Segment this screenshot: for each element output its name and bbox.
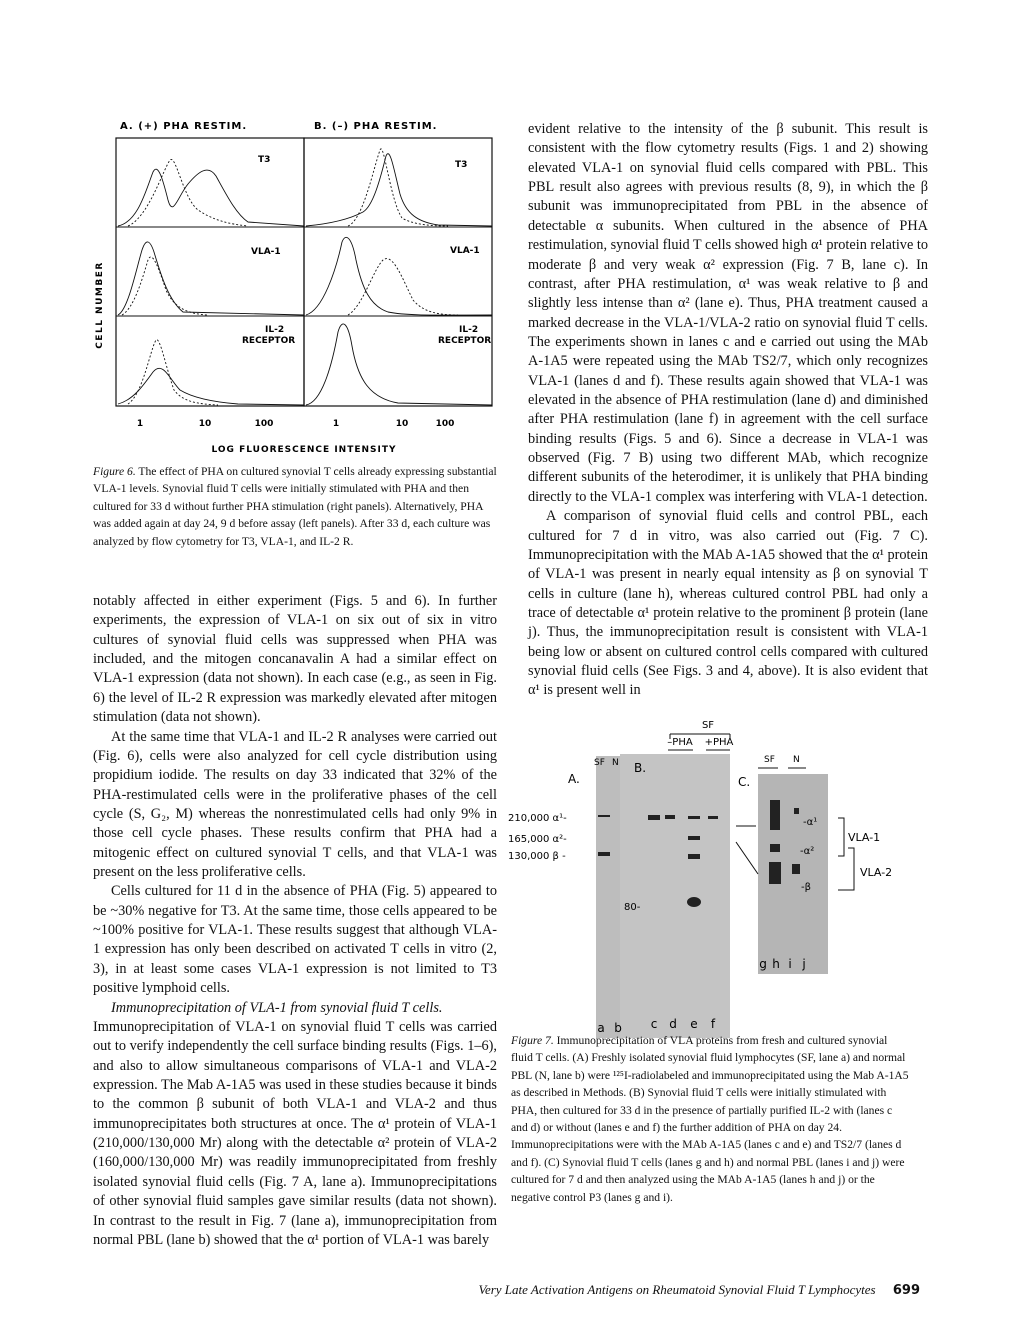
figure-6-caption bbox=[93, 463, 498, 550]
panel-b-label: B. (–) PHA RESTIM. bbox=[314, 121, 438, 132]
vla2-bracket bbox=[838, 848, 854, 890]
minus-pha-label: –PHA bbox=[667, 737, 693, 748]
panel-a-label: A. (+) PHA RESTIM. bbox=[120, 121, 248, 132]
histogram-il2-a-dashed bbox=[128, 340, 218, 405]
page-footer bbox=[420, 1282, 920, 1298]
running-title: Very Late Activation Antigens on Rheumatoid Synovial Fluid T Lymphocytes bbox=[478, 1282, 876, 1297]
gel-b bbox=[620, 754, 730, 1038]
right-paragraph-2: A comparison of synovial fluid cells and control PBL, each cultured for 7 d in vitro, was also carried out (Fig. 7 C). Immunoprecipitation with the MAb A-1A5 showed that the α¹ protein of VLA-1 was present in nearly equal intensity as β on synovial T cells in culture (lane h), whereas cultured control PBL had only a trace of detectable α¹ protein relative to the prominent β protein (lane j). Thus, the immunoprecipitation result is consistent with VLA-1 being low or absent on cultured control cells compared with cultured synovial fluid cells (See Figs. 3 and 4, above). It is also evident that α¹ is present well in bbox=[528, 508, 928, 699]
band-lane-a-beta bbox=[598, 852, 610, 856]
lane-c: c bbox=[650, 1017, 658, 1031]
section-heading-immunoprecipitation: Immunoprecipitation of VLA-1 from synovial fluid T cells. bbox=[111, 999, 443, 1016]
band-lane-e-80 bbox=[687, 897, 701, 907]
band-label-alpha1: -α¹ bbox=[803, 817, 818, 828]
band-lane-d-alpha1 bbox=[665, 815, 675, 819]
figure-7-caption-text: Immunoprecipitation of VLA proteins from fresh and cultured synovial fluid T cells. (A) Freshly isolated synovial fluid lymphocytes (SF, lane a) and normal PBL (N, lane b) were ¹²⁵I-radiolabeled and immunoprecipitated using the Mab A-1A5 as described in Methods. (B) Synovial fluid T cells were initially stimulated with PHA, then cultured for 33 d in the presence of partially purified IL-2 with (lanes c and d) or without (lanes e and f) the further addition of PHA on day 24. Immunoprecipitations were with the MAb A-1A5 (lanes c and e) and TS2/7 (lanes d and f). (C) Synovial fluid T cells (lanes g and h) and normal PBL (lanes i and j) were cultured for 7 d and then analyzed using the MAb A-1A5 (lanes h and j) or the negative control P3 (lanes g and i). bbox=[511, 1034, 909, 1204]
band-lane-a-alpha1 bbox=[598, 815, 610, 817]
tick-a-100: 100 bbox=[254, 419, 274, 429]
lane-g: g bbox=[759, 957, 767, 971]
panel-b-label-fig7: B. bbox=[634, 761, 647, 775]
right-column bbox=[528, 120, 928, 701]
band-lane-c-alpha1 bbox=[648, 815, 660, 820]
row-label-t3-b: T3 bbox=[455, 160, 468, 170]
band-lane-j-alpha1 bbox=[794, 808, 799, 814]
tick-b-1: 1 bbox=[332, 419, 340, 429]
page-number: 699 bbox=[892, 1283, 920, 1298]
band-label-beta: -β bbox=[801, 882, 811, 893]
lane-b: b bbox=[614, 1021, 622, 1035]
left-paragraph-2: At the same time that VLA-1 and IL-2 R analyses were carried out (Fig. 6), cells were also analyzed for cell cycle distribution using propidium iodide. The results on day 33 indicated that 32% of the PHA-restimulated cells were in the proliferative phases of the cell cycle (S, G₂, M) whereas the nonrestimulated cells had only 9% in those cell cycle phases. These results confirm that PHA had a mitogenic effect on cultured synovial T cells, and that VLA-1 was present on the less proliferative cells. bbox=[93, 728, 497, 881]
row-label-vla1-a: VLA-1 bbox=[251, 247, 281, 257]
sf-header: SF bbox=[701, 720, 715, 731]
band-lane-h-alpha1 bbox=[770, 800, 780, 830]
lane-i: i bbox=[788, 957, 792, 971]
mw-80: 80- bbox=[624, 902, 641, 913]
sf-c-label: SF bbox=[764, 755, 775, 765]
row-label-t3-a: T3 bbox=[258, 155, 271, 165]
figure-7-gel bbox=[508, 714, 908, 1050]
histogram-il2-a bbox=[118, 368, 304, 405]
band-label-alpha2: -α² bbox=[800, 846, 815, 857]
plus-pha-label: +PHA bbox=[704, 737, 734, 748]
left-paragraph-1: notably affected in either experiment (Figs. 5 and 6). In further experiments, the expression of VLA-1 on six out of six in vitro cultures of synovial fluid cells was suppressed when PHA was included, and the mitogen concanavalin A had a similar effect on VLA-1 expression (data not shown). In each case (e.g., as seen in Fig. 6) the level of IL-2 R expression was markedly elevated after mitogen stimulation (data not shown). bbox=[93, 593, 497, 726]
row-label-receptor-a: RECEPTOR bbox=[242, 336, 296, 346]
band-lane-e-beta bbox=[688, 854, 700, 859]
lane-d: d bbox=[669, 1017, 677, 1031]
sf-a-label: SF bbox=[594, 758, 605, 768]
band-lane-e-alpha1 bbox=[688, 816, 700, 819]
band-lane-e-alpha2 bbox=[688, 836, 700, 840]
tick-b-100: 100 bbox=[435, 419, 455, 429]
x-axis-label: LOG FLUORESCENCE INTENSITY bbox=[211, 445, 397, 455]
histogram-vla1-b-dashed bbox=[348, 259, 458, 315]
lane-e: e bbox=[690, 1017, 698, 1031]
mw-165000: 165,000 α²- bbox=[508, 834, 567, 845]
vla1-bracket bbox=[838, 818, 844, 856]
panel-a-label-fig7: A. bbox=[568, 772, 580, 786]
lane-j: j bbox=[802, 957, 806, 971]
panel-b-frame bbox=[304, 138, 492, 406]
figure-6-caption-label: Figure 6. bbox=[93, 465, 136, 478]
n-a-label: N bbox=[612, 758, 619, 768]
band-lane-f-alpha1 bbox=[708, 816, 718, 819]
vla1-label: VLA-1 bbox=[848, 831, 881, 844]
lane-h: h bbox=[772, 957, 780, 971]
n-c-label: N bbox=[793, 755, 800, 765]
tick-a-1: 1 bbox=[136, 419, 144, 429]
right-paragraph-1: evident relative to the intensity of the β subunit. This result is consistent with the flow cytometry results (Figs. 1 and 2) showing elevated VLA-1 on synovial fluid cells compared with PBL. This PBL result also agrees with previous results (8, 9), in which the β subunit was immunoprecipitated from PBL in the absence of detectable α subunits. When cultured in the absence of PHA restimulation, synovial fluid T cells showed high α¹ protein relative to moderate β and very weak α² expression (Fig. 7 B, lane c). In contrast, after PHA restimulation, α¹ was weak relative to β and slightly less intense than α² (lane e). Thus, PHA treatment caused a marked decrease in the VLA-1/VLA-2 ratio on synovial fluid T cells. The experiments shown in lanes c and e carried out using the MAb A-1A5 were repeated using the MAb TS2/7, which only recognizes VLA-1 (lanes d and f). These results again showed that VLA-1 was elevated in the absence of PHA restimulation (lane d) and diminished after PHA restimulation (lane f) in agreement with the cell surface binding results (Figs. 5 and 6). Since a decrease in VLA-1 was observed (Fig. 7 B) using two different MAb, which recognize different subunits of the heterodimer, it is unlikely that PHA binding directly to the VLA-1 complex was interfering with VLA-1 detection. bbox=[528, 121, 928, 505]
figure-7-caption-label: Figure 7. bbox=[511, 1034, 554, 1047]
figure-6-caption-text: The effect of PHA on cultured synovial T cells already expressing substantial VLA-1 levels. Synovial fluid T cells were initially stimulated with PHA and then cultured for 33 d without further PHA stimulation (right panels). Alternatively, PHA was added again at day 24, 9 d before assay (left panels). After 33 d, each culture was analyzed by flow cytometry for T3, VLA-1, and IL-2 R. bbox=[93, 465, 497, 548]
panel-c-label-fig7: C. bbox=[738, 775, 751, 789]
band-lane-h-beta bbox=[769, 862, 781, 884]
lane-a: a bbox=[597, 1021, 605, 1035]
left-column bbox=[93, 592, 497, 1250]
row-label-il2-b: IL-2 bbox=[459, 325, 479, 335]
row-label-il2-a: IL-2 bbox=[265, 325, 285, 335]
figure-7-caption bbox=[511, 1032, 911, 1206]
tick-a-10: 10 bbox=[198, 419, 212, 429]
y-axis-label bbox=[95, 261, 105, 349]
row-label-receptor-b: RECEPTOR bbox=[438, 336, 492, 346]
histogram-vla1-a-dashed bbox=[122, 257, 208, 315]
band-lane-h-alpha2 bbox=[770, 844, 780, 852]
mw-130000: 130,000 β - bbox=[508, 851, 566, 862]
row-label-vla1-b: VLA-1 bbox=[450, 246, 480, 256]
lane-f: f bbox=[710, 1017, 716, 1031]
left-paragraph-3: Cells cultured for 11 d in the absence of PHA (Fig. 5) appeared to be ~30% negative for T3. At the same time, those cells appeared to be ~100% positive for VLA-1. These results suggest that although VLA-1 expression has only been described on activated T cells in vitro (2, 3), in at least some cases VLA-1 expression is not limited to T3 positive lymphoid cells. bbox=[93, 883, 497, 997]
band-lane-j-beta bbox=[792, 864, 800, 874]
vla2-label: VLA-2 bbox=[860, 866, 893, 879]
svg-text:CELL NUMBER: CELL NUMBER bbox=[95, 261, 105, 349]
histogram-t3-a-dashed bbox=[128, 159, 248, 226]
left-paragraph-4: Immunoprecipitation of VLA-1 on synovial fluid T cells was carried out to verify independently the cell surface binding results (Figs. 1–6), and also to allow simultaneous comparisons of VLA-1 and VLA-2 expression. The Mab A-1A5 was used in these studies because it binds to the common β subunit of both VLA-1 and VLA-2 and thus immunoprecipitates both structures at once. The α¹ protein of VLA-1 (210,000/130,000 Mr) along with the detectable α² protein of VLA-2 (160,000/130,000 Mr) was readily immunoprecipitated from freshly isolated synovial fluid cells (Fig. 7 A, lane a). Immunoprecipitations of other synovial fluid samples gave similar results (data not shown). In contrast to the result in Fig. 7 (lane a), immunoprecipitation from normal PBL (lane b) showed that the α¹ portion of VLA-1 was barely bbox=[93, 1018, 497, 1248]
tick-b-10: 10 bbox=[395, 419, 409, 429]
mw-210000: 210,000 α¹- bbox=[508, 813, 567, 824]
